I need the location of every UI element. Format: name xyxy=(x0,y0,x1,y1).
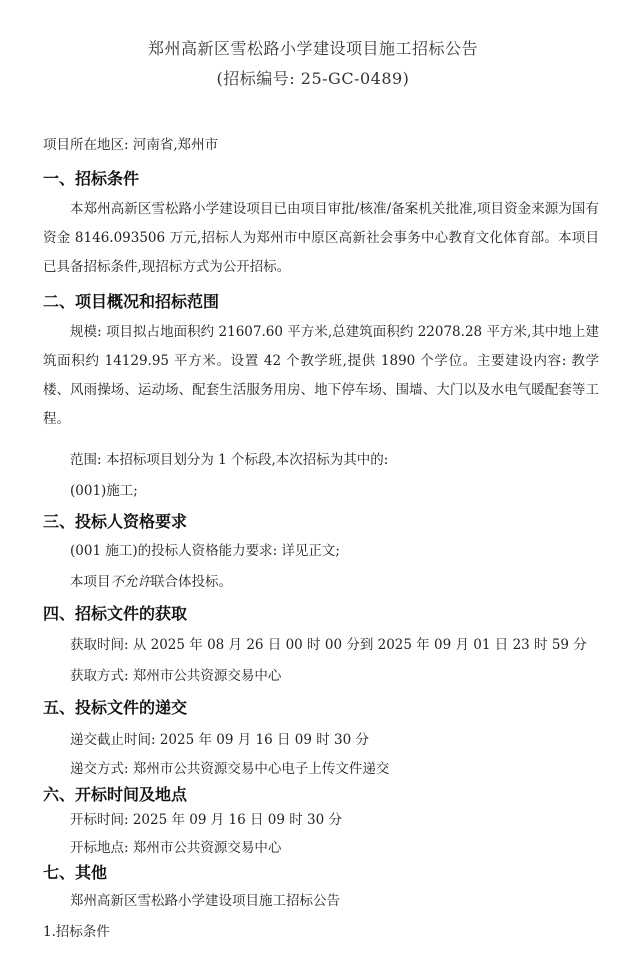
scope-line: 范围: 本招标项目划分为 1 个标段,本次招标为其中的: xyxy=(70,452,389,468)
submission-method: 递交方式: 郑州市公共资源交易中心电子上传文件递交 xyxy=(70,761,390,777)
consortium-suffix: 联合体投标。 xyxy=(151,574,232,590)
section-heading-other: 七、其他 xyxy=(43,863,108,882)
section-heading-overview: 二、项目概况和招标范围 xyxy=(43,292,220,311)
section-heading-qualifications: 三、投标人资格要求 xyxy=(43,512,188,531)
project-location: 项目所在地区: 河南省,郑州市 xyxy=(43,137,219,153)
other-conditions-item: 1.招标条件 xyxy=(43,924,110,940)
qualification-requirement: (001 施工)的投标人资格能力要求: 详见正文; xyxy=(70,543,340,559)
other-announcement-title: 郑州高新区雪松路小学建设项目施工招标公告 xyxy=(70,893,340,909)
consortium-prefix: 本项目 xyxy=(70,574,111,590)
acquisition-time: 获取时间: 从 2025 年 08 月 26 日 00 时 00 分到 2025 年 09 月 01 日 23 时 59 分 xyxy=(70,637,587,653)
lot-line: (001)施工; xyxy=(70,483,138,499)
document-title: 郑州高新区雪松路小学建设项目施工招标公告 xyxy=(147,39,478,58)
consortium-statement xyxy=(70,573,232,591)
tender-code: (招标编号: 25-GC-0489) xyxy=(216,69,410,88)
overview-paragraph: 规模: 项目拟占地面积约 21607.60 平方米,总建筑面积约 22078.28 平方米,其中地上建筑面积约 14129.95 平方米。设置 42 个教学班,提供 1890 个学位。主要建设内容: 教学楼、风雨操场、运动场、配套生活服务用房、地下停车场、围墙、大门以及水电气暖配套等工程。 xyxy=(43,324,599,427)
consortium-not-allowed: 不允许 xyxy=(110,574,151,590)
bid-opening-place: 开标地点: 郑州市公共资源交易中心 xyxy=(70,840,282,856)
section-heading-conditions: 一、招标条件 xyxy=(43,169,140,188)
conditions-paragraph: 本郑州高新区雪松路小学建设项目已由项目审批/核准/备案机关批准,项目资金来源为国有资金 8146.093506 万元,招标人为郑州市中原区高新社会事务中心教育文化体育部。本项目已具备招标条件,现招标方式为公开招标。 xyxy=(43,201,599,275)
section-heading-submission: 五、投标文件的递交 xyxy=(43,698,188,717)
submission-deadline: 递交截止时间: 2025 年 09 月 16 日 09 时 30 分 xyxy=(70,732,370,748)
acquisition-method: 获取方式: 郑州市公共资源交易中心 xyxy=(70,668,282,684)
bid-opening-time: 开标时间: 2025 年 09 月 16 日 09 时 30 分 xyxy=(70,812,343,828)
section-heading-document-acquisition: 四、招标文件的获取 xyxy=(43,604,188,623)
section-heading-bid-opening: 六、开标时间及地点 xyxy=(43,785,188,804)
